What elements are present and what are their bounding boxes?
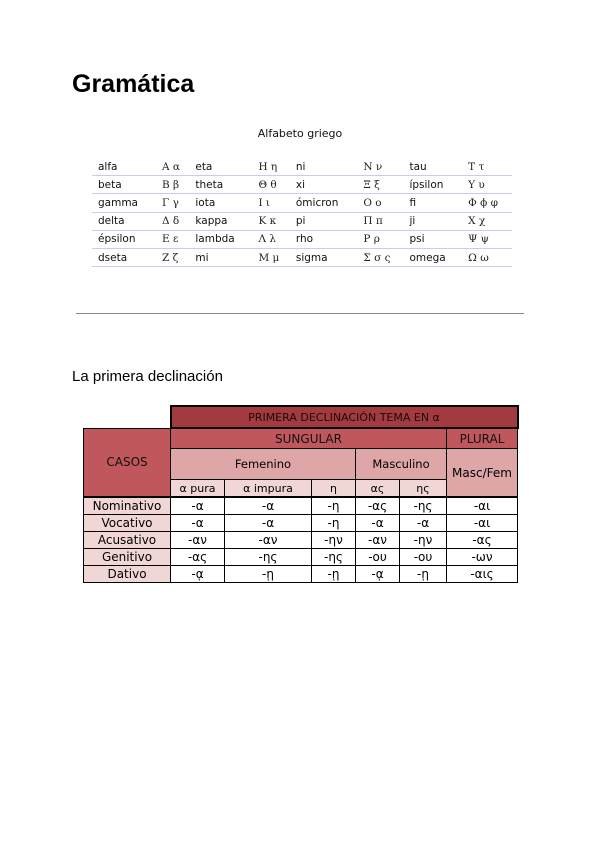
alphabet-row [92, 194, 512, 212]
letter-name: tau [403, 158, 462, 176]
letter-glyph: Θ θ [252, 176, 289, 194]
ending-cell: -α [400, 515, 447, 532]
ending-cell: -ᾳ [171, 566, 225, 583]
letter-glyph: Η η [252, 158, 289, 176]
section-divider [76, 313, 524, 314]
letter-name: delta [92, 212, 156, 230]
letter-name: ji [403, 212, 462, 230]
declension-table [83, 405, 519, 583]
ending-cell: -η [312, 515, 356, 532]
letter-glyph: Λ λ [252, 230, 289, 248]
letter-glyph: Ζ ζ [156, 248, 189, 266]
declension-header: PRIMERA DECLINACIÓN TEMA EN α [171, 406, 518, 428]
letter-glyph: Ρ ρ [357, 230, 403, 248]
declension-row [84, 515, 518, 532]
ending-cell: -ῃ [312, 566, 356, 583]
greek-alphabet-table [92, 158, 512, 267]
plural-header: PLURAL [447, 428, 518, 449]
femenino-header: Femenino [171, 449, 356, 480]
letter-glyph: Φ ϕ φ [462, 194, 512, 212]
subheader-cell: η [312, 480, 356, 498]
page-title: Gramática [72, 70, 195, 98]
alphabet-row [92, 230, 512, 248]
letter-name: theta [189, 176, 252, 194]
ending-cell: -αν [356, 532, 400, 549]
ending-cell: -ης [225, 549, 312, 566]
letter-glyph: Ψ ψ [462, 230, 512, 248]
ending-cell: -ᾳ [356, 566, 400, 583]
ending-cell: -αι [447, 515, 518, 532]
case-label: Nominativo [84, 497, 171, 515]
alphabet-caption: Alfabeto griego [257, 127, 343, 140]
casos-header: CASOS [84, 428, 171, 497]
ending-cell: -αν [225, 532, 312, 549]
ending-cell: -α [171, 515, 225, 532]
ending-cell: -α [171, 497, 225, 515]
letter-glyph: Υ υ [462, 176, 512, 194]
ending-cell: -ης [400, 497, 447, 515]
letter-glyph: Κ κ [252, 212, 289, 230]
letter-name: lambda [189, 230, 252, 248]
letter-name: ómicron [290, 194, 357, 212]
letter-name: omega [403, 248, 462, 266]
ending-cell: -αις [447, 566, 518, 583]
letter-name: psi [403, 230, 462, 248]
letter-name: xi [290, 176, 357, 194]
letter-glyph: Γ γ [156, 194, 189, 212]
letter-glyph: Ο ο [357, 194, 403, 212]
ending-cell: -ην [312, 532, 356, 549]
case-label: Acusativo [84, 532, 171, 549]
subheader-cell: ας [356, 480, 400, 498]
masculino-header: Masculino [356, 449, 447, 480]
ending-cell: -ας [171, 549, 225, 566]
letter-glyph: Ξ ξ [357, 176, 403, 194]
ending-cell: -ην [400, 532, 447, 549]
letter-glyph: Χ χ [462, 212, 512, 230]
subheader-cell: α pura [171, 480, 225, 498]
subheader-cell: ης [400, 480, 447, 498]
ending-cell: -η [312, 497, 356, 515]
letter-name: alfa [92, 158, 156, 176]
letter-glyph: Ι ι [252, 194, 289, 212]
ending-cell: -ων [447, 549, 518, 566]
letter-name: kappa [189, 212, 252, 230]
letter-glyph: Π π [357, 212, 403, 230]
ending-cell: -α [356, 515, 400, 532]
letter-glyph: Δ δ [156, 212, 189, 230]
ending-cell: -α [225, 515, 312, 532]
declension-row [84, 566, 518, 583]
letter-name: mi [189, 248, 252, 266]
letter-glyph: Ω ω [462, 248, 512, 266]
letter-glyph: Ν ν [357, 158, 403, 176]
ending-cell: -ας [356, 497, 400, 515]
case-label: Genitivo [84, 549, 171, 566]
letter-name: iota [189, 194, 252, 212]
case-label: Dativo [84, 566, 171, 583]
alphabet-row [92, 248, 512, 266]
alphabet-row [92, 212, 512, 230]
letter-name: rho [290, 230, 357, 248]
declension-row [84, 549, 518, 566]
alphabet-row [92, 176, 512, 194]
blank-corner [84, 406, 171, 428]
letter-glyph: Β β [156, 176, 189, 194]
ending-cell: -αν [171, 532, 225, 549]
ending-cell: -αι [447, 497, 518, 515]
letter-glyph: Τ τ [462, 158, 512, 176]
letter-glyph: Α α [156, 158, 189, 176]
alphabet-row [92, 158, 512, 176]
ending-cell: -ῃ [225, 566, 312, 583]
ending-cell: -α [225, 497, 312, 515]
letter-glyph: Σ σ ς [357, 248, 403, 266]
ending-cell: -ης [312, 549, 356, 566]
letter-name: dseta [92, 248, 156, 266]
letter-name: fi [403, 194, 462, 212]
letter-name: beta [92, 176, 156, 194]
section-title: La primera declinación [72, 368, 223, 385]
case-label: Vocativo [84, 515, 171, 532]
letter-name: eta [189, 158, 252, 176]
letter-name: sigma [290, 248, 357, 266]
masc-fem-header: Masc/Fem [447, 449, 518, 498]
letter-glyph: Μ μ [252, 248, 289, 266]
letter-name: pi [290, 212, 357, 230]
ending-cell: -ου [356, 549, 400, 566]
singular-header: SUNGULAR [171, 428, 447, 449]
letter-name: épsilon [92, 230, 156, 248]
letter-name: ni [290, 158, 357, 176]
letter-name: ípsilon [403, 176, 462, 194]
declension-row [84, 532, 518, 549]
ending-cell: -ας [447, 532, 518, 549]
letter-glyph: Ε ε [156, 230, 189, 248]
declension-row [84, 497, 518, 515]
ending-cell: -ῃ [400, 566, 447, 583]
ending-cell: -ου [400, 549, 447, 566]
subheader-cell: α impura [225, 480, 312, 498]
letter-name: gamma [92, 194, 156, 212]
